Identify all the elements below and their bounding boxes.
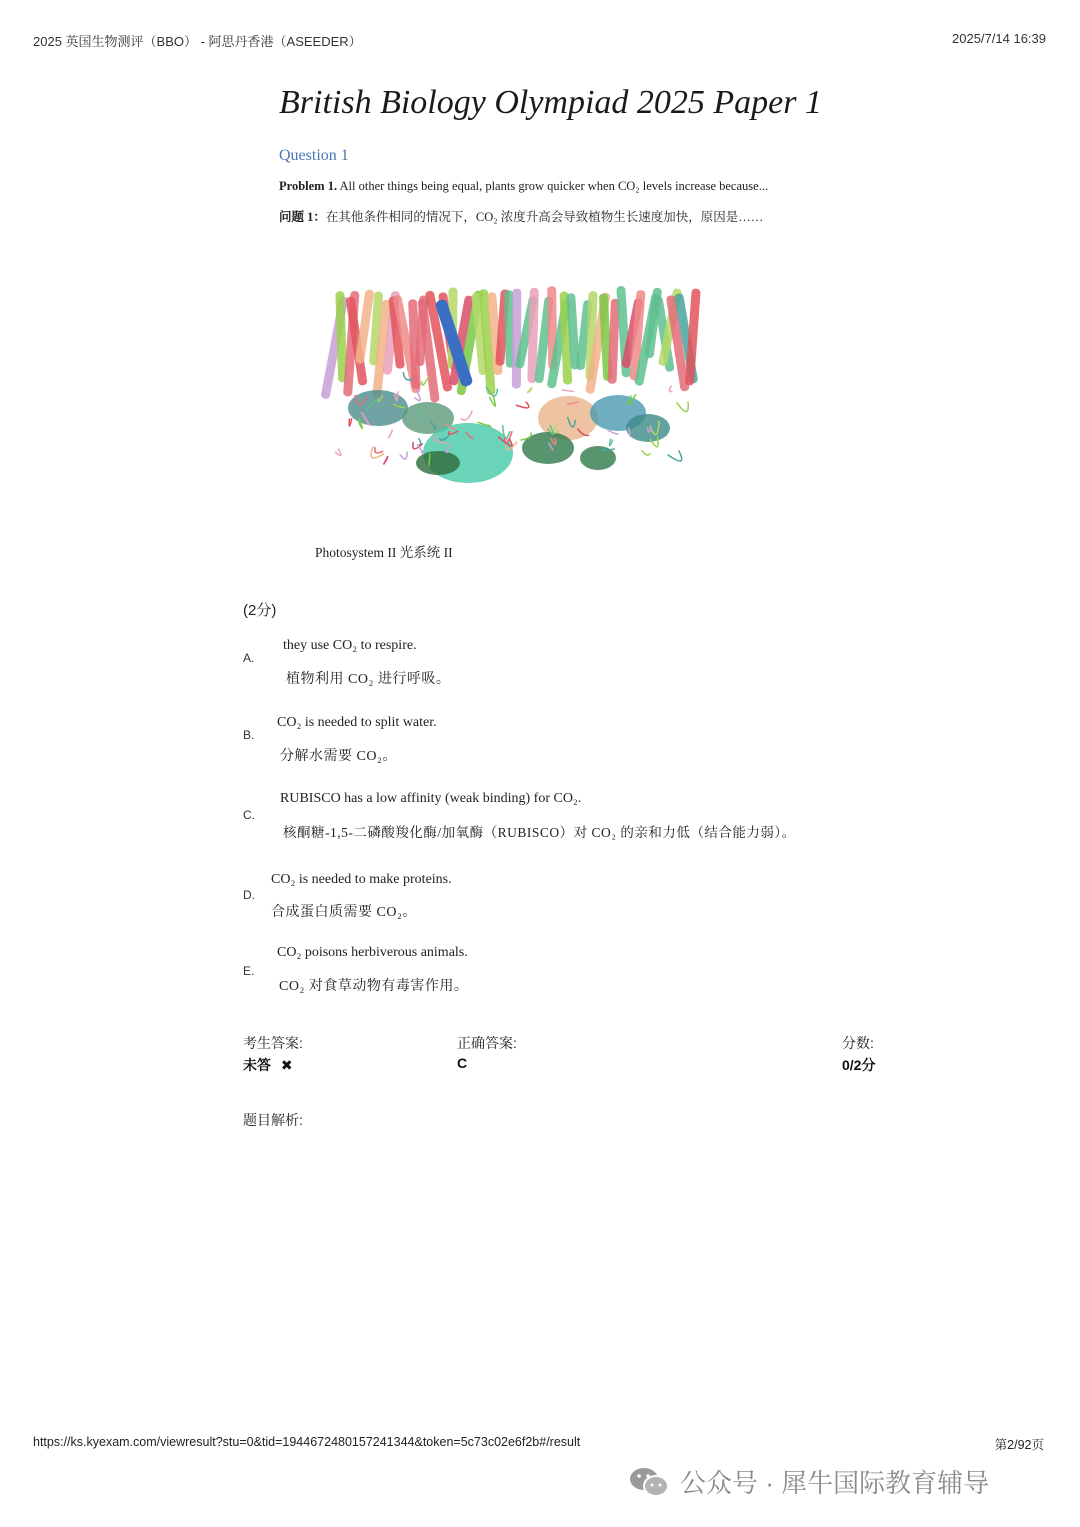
correct-answer-label: 正确答案:: [457, 1035, 517, 1051]
option-text-cn: 核酮糖-1,5-二磷酸羧化酶/加氧酶（RUBISCO）对 CO₂ 的亲和力低（结合能力弱）。: [283, 825, 796, 840]
print-header-title: 2025 英国生物测评（BBO） - 阿思丹香港（ASEEDER）: [33, 34, 362, 49]
wrong-mark-icon: ✖: [280, 1057, 293, 1073]
option-letter: A.: [243, 651, 255, 665]
correct-answer-value: C: [457, 1055, 468, 1071]
problem-statement-cn: [279, 207, 763, 225]
score-value: 0/2分: [842, 1057, 876, 1073]
option-text-en: CO₂ poisons herbiverous animals.: [277, 945, 468, 960]
watermark: [628, 1463, 989, 1500]
analysis-label: 题目解析:: [243, 1112, 303, 1128]
option-text-cn: 植物利用 CO₂ 进行呼吸。: [286, 672, 451, 687]
problem-text: All other things being equal, plants grow quicker when CO₂ levels increase because...: [337, 179, 769, 193]
question-points: (2分): [243, 602, 277, 619]
option-letter: E.: [243, 964, 255, 978]
option-text-cn: 分解水需要 CO₂。: [280, 749, 397, 764]
problem-statement-en: [279, 179, 768, 194]
photosystem-ii-structure-image: [318, 268, 708, 500]
page-number: 第2/92页: [994, 1438, 1044, 1452]
option-letter: C.: [243, 808, 255, 822]
option-letter: D.: [243, 888, 255, 902]
page-url: https://ks.kyexam.com/viewresult?stu=0&tid=1944672480157241344&token=5c73c02e6f2b#/result: [33, 1435, 581, 1449]
problem-number: Problem 1.: [279, 179, 338, 193]
student-answer-value: [243, 1055, 293, 1075]
score-label: 分数:: [842, 1035, 874, 1051]
paper-title: British Biology Olympiad 2025 Paper 1: [279, 84, 823, 121]
option-letter: B.: [243, 728, 255, 742]
option-text-cn: CO₂ 对食草动物有毒害作用。: [279, 979, 469, 994]
student-answer-label: 考生答案:: [243, 1035, 303, 1051]
watermark-text: 公众号 · 犀牛国际教育辅导: [680, 1468, 990, 1498]
question-label: Question 1: [279, 147, 349, 164]
wechat-icon: [628, 1465, 670, 1499]
option-text-en: CO₂ is needed to make proteins.: [271, 872, 452, 887]
option-text-en: CO₂ is needed to split water.: [277, 715, 437, 730]
problem-number-cn: 问题 1：: [279, 210, 326, 224]
problem-text-cn: 在其他条件相同的情况下，CO₂ 浓度升高会导致植物生长速度加快，原因是……: [325, 210, 764, 224]
figure-caption: Photosystem II 光系统 II: [315, 545, 453, 560]
print-header-datetime: 2025/7/14 16:39: [952, 31, 1046, 46]
student-answer-text: 未答: [243, 1057, 271, 1073]
option-text-cn: 合成蛋白质需要 CO₂。: [271, 905, 417, 920]
option-text-en: RUBISCO has a low affinity (weak binding) for CO₂.: [280, 791, 582, 806]
option-text-en: they use CO₂ to respire.: [283, 638, 417, 653]
